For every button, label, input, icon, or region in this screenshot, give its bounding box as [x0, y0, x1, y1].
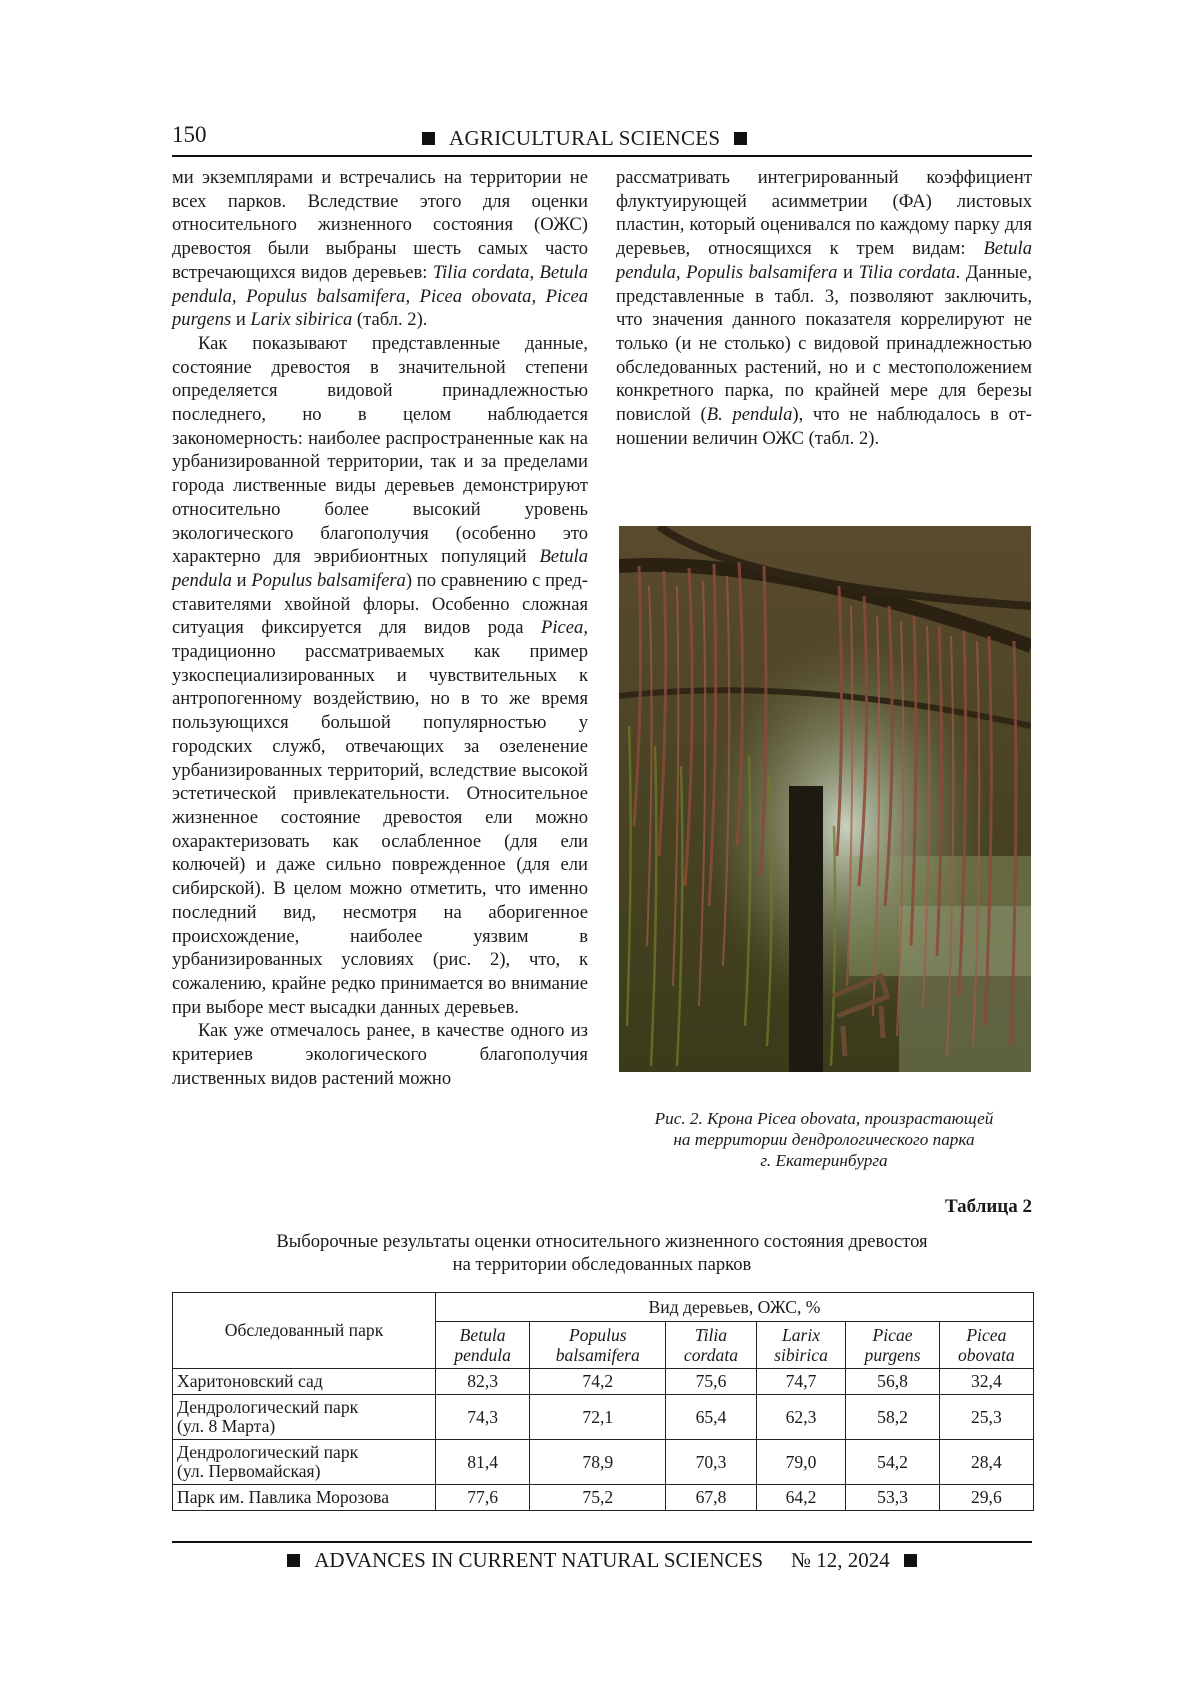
text-run: (табл. 2).: [352, 309, 428, 331]
column-header-species: [530, 1322, 666, 1369]
square-bullet-icon: [287, 1554, 300, 1567]
species-epithet: sibirica: [774, 1345, 828, 1365]
journal-title: ADVANCES IN CURRENT NATURAL SCIENCES: [314, 1548, 764, 1572]
page-header: [172, 118, 1032, 158]
value-cell: 75,6: [666, 1369, 756, 1395]
caption-line: г. Екатеринбурга: [760, 1151, 888, 1170]
text-run: и: [231, 569, 252, 591]
text-run: . Данные, представленные в табл. 3, позволяют заключить, что значения данного показателя коррелируют не только (и не столько) с видовой принадлежностью обследованных растений, но и с местоположением конкретного парка, по крайней мере для березы повислой (: [616, 261, 1032, 426]
value-cell: 79,0: [756, 1440, 846, 1485]
value-cell: 62,3: [756, 1395, 846, 1440]
square-bullet-icon: [904, 1554, 917, 1567]
square-bullet-icon: [734, 132, 747, 145]
value-cell: 29,6: [939, 1485, 1033, 1511]
page-footer: [172, 1548, 1032, 1573]
species-name: B. pendula: [706, 404, 793, 426]
value-cell: 74,3: [436, 1395, 530, 1440]
park-address: (ул. Первомайская): [177, 1461, 321, 1481]
text-run: ) по сравнению с представителями хвойной флоры. Особенно сложная ситуация фиксируется для видов рода: [172, 569, 588, 639]
species-name: Larix sibirica: [250, 309, 353, 331]
text-run: , традиционно рассматриваемых как пример узкоспециализированных и чувствительных к антропогенному воздействию, но в то же время пользующихся большой популярностью у городских служб, отвечающих за озеленение урбанизированных территорий, вследствие высокой эстетической привлекательности. Относительное жизненное состояние древостоя ели можно охарактеризовать как ослабленное (для ели колючей) и даже сильно поврежденное (для ели сибирской). В целом можно отметить, что именно последний вид, несмотря на аборигенное происхождение, наиболее уязвим в урбанизированных условиях (рис. 2), что, к сожалению, крайне редко принимается во внимание при выборе мест высадки данных деревьев.: [172, 617, 588, 1018]
species-epithet: pendula: [454, 1345, 511, 1365]
species-genus: Betula: [459, 1325, 506, 1345]
text-run: и: [231, 309, 251, 331]
value-cell: 72,1: [530, 1395, 666, 1440]
column-header-species: [436, 1322, 530, 1369]
text-run: и: [837, 261, 859, 283]
park-name-cell: [173, 1440, 436, 1485]
text-run: ми экземплярами и встречались на территории не всех парков. Вследствие этого для оценки относительного жизненного состояния (ОЖС) древостоя были выбраны шесть самых часто встречающихся видов деревьев:: [172, 167, 588, 283]
species-epithet: obovata: [958, 1345, 1015, 1365]
paragraph: [616, 166, 1032, 450]
figure-photo: [619, 526, 1031, 1072]
species-epithet: balsamifera: [555, 1345, 640, 1365]
park-name-cell: [173, 1395, 436, 1440]
figure-caption: [616, 1108, 1032, 1171]
value-cell: 74,7: [756, 1369, 846, 1395]
issue-number: № 12, 2024: [791, 1548, 890, 1572]
park-name-cell: [173, 1369, 436, 1395]
value-cell: 54,2: [846, 1440, 939, 1485]
table-row: [173, 1485, 1034, 1511]
table-title-line: Выборочные результаты оценки относительного жизненного состояния древостоя: [276, 1231, 928, 1252]
spruce-crown-image: [619, 526, 1031, 1072]
species-name: Tilia cordata: [858, 261, 956, 283]
value-cell: 58,2: [846, 1395, 939, 1440]
value-cell: 32,4: [939, 1369, 1033, 1395]
caption-line: Рис. 2. Крона Picea obovata, произрастающей: [654, 1109, 994, 1128]
value-cell: 28,4: [939, 1440, 1033, 1485]
value-cell: 56,8: [846, 1369, 939, 1395]
park-name-cell: [173, 1485, 436, 1511]
value-cell: 64,2: [756, 1485, 846, 1511]
table-title-line: на территории обследованных парков: [452, 1254, 752, 1275]
species-name: Populus balsamifera: [251, 569, 406, 591]
species-epithet: purgens: [864, 1345, 921, 1365]
species-names: Tilia cordata, Betula pendula, Populus balsamifera, Picea obovata, Picea purgens: [172, 261, 589, 331]
table-title: [172, 1230, 1032, 1276]
value-cell: 74,2: [530, 1369, 666, 1395]
text-run: Как показывают представленные данные, состояние древостоя в значительной степени определяется видовой принадлежностью последнего, но в целом наблюдается закономерность: наиболее распространенные как на урбанизированной территории, так и за пределами города лиственные виды деревьев демонстрируют относительно более высокий уровень экологического благополучия (особенно это характерно для эврибионтных популяций: [172, 332, 588, 568]
value-cell: 77,6: [436, 1485, 530, 1511]
park-name: Дендрологический парк: [177, 1442, 359, 1462]
column-header-species-group: Вид деревьев, ОЖС, %: [436, 1293, 1034, 1322]
text-run: рассматривать интегрированный коэффициент флуктуирующей асимметрии (ФА) листовых пластин, который оценивался по каждому парку для деревьев, относящихся к трем видам:: [616, 167, 1032, 260]
results-table: [172, 1292, 1034, 1511]
value-cell: 25,3: [939, 1395, 1033, 1440]
column-header-park: Обследованный парк: [173, 1293, 436, 1369]
park-name: Дендрологический парк: [177, 1397, 359, 1417]
species-genus: Larix: [781, 1325, 821, 1345]
table-label: Таблица 2: [944, 1196, 1032, 1217]
paragraph: [172, 332, 588, 1019]
park-name: Парк им. Павлика Морозова: [177, 1487, 390, 1507]
species-genus: Picea: [966, 1325, 1007, 1345]
caption-line: на территории дендрологического парка: [673, 1130, 975, 1149]
value-cell: 70,3: [666, 1440, 756, 1485]
right-column: [616, 166, 1032, 450]
paragraph: Как уже отмечалось ранее, в качестве одного из критериев экологического благополучия лиственных видов растений можно: [172, 1020, 588, 1089]
species-names: Betula pendula, Populis balsamifera: [616, 238, 1032, 283]
park-name: Харитоновский сад: [177, 1371, 323, 1391]
column-header-species: [939, 1322, 1033, 1369]
text-run: ), что не наблюдалось в отношении величин ОЖС (табл. 2).: [616, 404, 1032, 449]
header-rule: [172, 155, 1032, 157]
column-header-species: [846, 1322, 939, 1369]
page-number: 150: [172, 122, 207, 147]
value-cell: 75,2: [530, 1485, 666, 1511]
footer-rule: [172, 1541, 1032, 1543]
species-genus: Picae: [872, 1325, 913, 1345]
paragraph: [172, 166, 588, 332]
section-title: [422, 126, 747, 151]
section-title-text: AGRICULTURAL SCIENCES: [449, 126, 721, 150]
value-cell: 67,8: [666, 1485, 756, 1511]
column-header-species: [756, 1322, 846, 1369]
value-cell: 78,9: [530, 1440, 666, 1485]
left-column: [172, 166, 588, 1090]
species-epithet: cordata: [683, 1345, 739, 1365]
table-row: [173, 1440, 1034, 1485]
value-cell: 53,3: [846, 1485, 939, 1511]
value-cell: 65,4: [666, 1395, 756, 1440]
species-name: Betula pendula: [172, 546, 588, 591]
value-cell: 82,3: [436, 1369, 530, 1395]
park-address: (ул. 8 Марта): [177, 1416, 276, 1436]
square-bullet-icon: [422, 132, 435, 145]
value-cell: 81,4: [436, 1440, 530, 1485]
species-genus: Tilia: [694, 1325, 728, 1345]
table-row: [173, 1369, 1034, 1395]
table-row: [173, 1395, 1034, 1440]
species-genus: Populus: [568, 1325, 627, 1345]
column-header-species: [666, 1322, 756, 1369]
species-name: Picea: [541, 617, 584, 639]
